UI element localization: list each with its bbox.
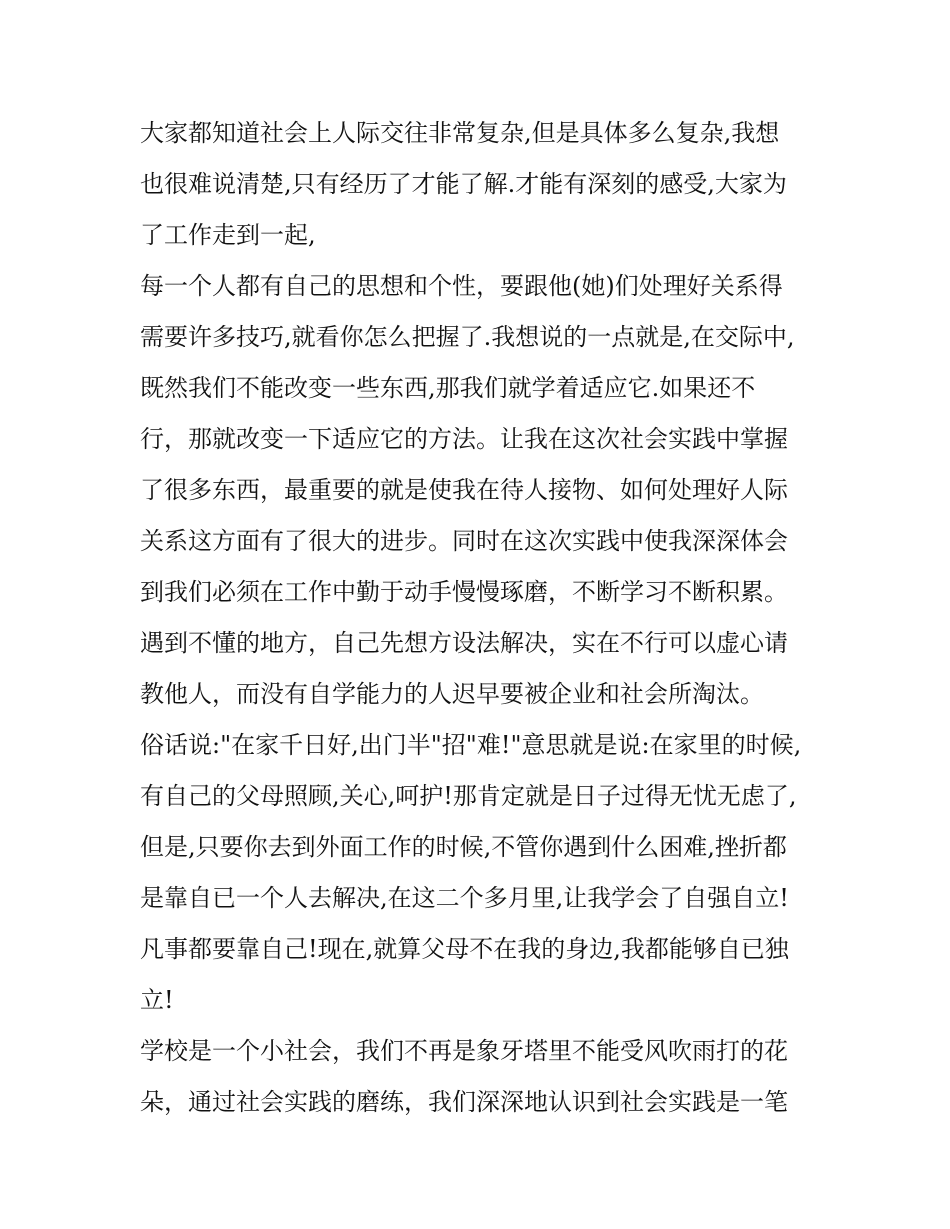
text-line: 了很多东西，最重要的就是使我在待人接物、如何处理好人际	[140, 476, 788, 504]
text-line: 有自己的父母照顾,关心,呵护!那肯定就是日子过得无忧无虑了,	[140, 782, 797, 810]
text-line: 朵，通过社会实践的磨练，我们深深地认识到社会实践是一笔	[140, 1088, 788, 1116]
text-line: 凡事都要靠自己!现在,就算父母不在我的身边,我都能够自已独	[140, 935, 789, 963]
text-line: 是靠自已一个人去解决,在这二个多月里,让我学会了自强自立!	[140, 884, 789, 912]
text-line: 遇到不懂的地方，自己先想方设法解决，实在不行可以虚心请	[140, 629, 788, 657]
text-line: 俗话说:"在家千日好,出门半"招"难!"意思就是说:在家里的时候,	[140, 731, 802, 759]
text-line: 关系这方面有了很大的进步。同时在这次实践中使我深深体会	[140, 527, 788, 555]
text-line: 到我们必须在工作中勤于动手慢慢琢磨，不断学习不断积累。	[140, 578, 788, 606]
text-line: 需要许多技巧,就看你怎么把握了.我想说的一点就是,在交际中,	[140, 323, 795, 351]
text-line: 大家都知道社会上人际交往非常复杂,但是具体多么复杂,我想	[140, 119, 780, 147]
text-line: 既然我们不能改变一些东西,那我们就学着适应它.如果还不	[140, 374, 756, 402]
text-line: 了工作走到一起,	[140, 221, 316, 249]
text-line: 立!	[140, 986, 174, 1014]
text-line: 也很难说清楚,只有经历了才能了解.才能有深刻的感受,大家为	[140, 170, 787, 198]
text-line: 每一个人都有自己的思想和个性，要跟他(她)们处理好关系得	[140, 272, 783, 300]
text-line: 学校是一个小社会，我们不再是象牙塔里不能受风吹雨打的花	[140, 1037, 788, 1065]
text-line: 行，那就改变一下适应它的方法。让我在这次社会实践中掌握	[140, 425, 788, 453]
text-line: 但是,只要你去到外面工作的时候,不管你遇到什么困难,挫折都	[140, 833, 787, 861]
document-body	[140, 108, 830, 1128]
text-line: 教他人，而没有自学能力的人迟早要被企业和社会所淘汰。	[140, 680, 764, 708]
